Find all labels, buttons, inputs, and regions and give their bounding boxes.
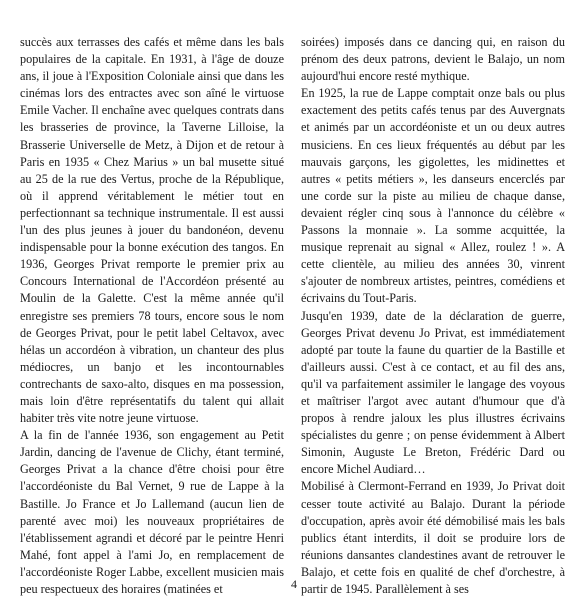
paragraph: succès aux terrasses des cafés et même dans les bals populaires de la capitale. En 1931, à l'âge de douze ans, il joue à l'Exposition Coloniale ainsi que dans les cinémas lors des entractes avec son aîné le virtuose Emile Vacher. Il enchaîne avec quelques contrats dans les brasseries de province, la Taverne Lilloise, la Brasserie Universelle de Metz, à Dijon et de retour à Paris en 1935 « Chez Marius » un bal musette situé au 25 de la rue des Vertus, proche de la République, où il apprend véritablement le métier tout en perfectionnant sa technique instrumentale. Il est aussi l'un des plus jeunes à jouer du bandonéon, devenu indispensable pour la bonne exécution des tangos. En 1936, Georges Privat remporte le premier prix au Concours International de l'Accordéon présenté au Moulin de la Galette. C'est la même année qu'il enregistre ses premiers 78 tours, encore sous le nom de Georges Privat, pour le petit label Celtavox, avec hélas un accordéon à vibration, un chanteur des plus médiocres, un banjo et les incontournables contrechants de saxo-alto, disques en ma possession, mais loin d'être représentatifs du talent qui allait habiter très vite notre jeune virtuose.: [20, 35, 284, 426]
paragraph: soirées) imposés dans ce dancing qui, en raison du prénom des deux patrons, devient le Balajo, un nom aujourd'hui encore resté mythique.: [301, 35, 565, 84]
paragraph: En 1925, la rue de Lappe comptait onze bals ou plus exactement des petits cafés tenus par des Auvergnats et animés par un accordéoniste et un ou deux autres musiciens. En ces lieux fréquentés au début par les mauvais garçons, les gigolettes, les midinettes et autres « petits métiers », les danseurs encerclés par une corde sur la piste au milieu de chaque danse, devaient régler cinq sous à l'annonce du célèbre « Passons la monnaie ». La somme acquittée, la musique reprenait au signal « Allez, roulez ! ». A cette clientèle, au milieu des années 30, vinrent s'ajouter de nombreux artistes, peintres, comédiens et écrivains du Tout-Paris.: [301, 86, 565, 306]
paragraph: Jusqu'en 1939, date de la déclaration de guerre, Georges Privat devenu Jo Privat, est immédiatement adopté par toute la faune du quartier de la Bastille et d'ailleurs aussi. C'est à ce contact, et au fil des ans, qu'il va parfaitement assimiler le langage des voyous et maîtriser l'argot avec autant d'humour que d'à propos à rendre jaloux les plus illustres écrivains spécialistes du genre ; on pense évidemment à Albert Simonin, Auguste Le Breton, Frédéric Dard ou encore Michel Audiard…: [301, 308, 565, 477]
left-text-column: [20, 34, 284, 598]
page-number: 4: [291, 577, 297, 591]
paragraph: A la fin de l'année 1936, son engagement au Petit Jardin, dancing de l'avenue de Clichy, étant terminé, Georges Privat a la chance d'être choisi pour être l'accordéoniste du Bal Vernet, 9 rue de Lappe à la Bastille. Jo France et Jo Lallemand (aucun lien de parenté avec moi) les nouveaux propriétaires de l'établissement agrandi et décoré par le peintre Henri Mahé, font appel à l'ami Jo, en remplacement de l'accordéoniste Roger Labbe, excellent musicien mais peu respectueux des horaires (matinées et: [20, 428, 284, 596]
paragraph: Mobilisé à Clermont-Ferrand en 1939, Jo Privat doit cesser toute activité au Balajo. Durant la période d'occupation, après avoir été démobilisé mais les bals publics étant interdits, il doit se produire lors de réunions dansantes clandestines avant de retrouver le Balajo, et cette fois en qualité de chef d'orchestre, à partir de 1945. Parallèlement à ses: [301, 479, 565, 596]
right-text-column: [301, 34, 565, 598]
